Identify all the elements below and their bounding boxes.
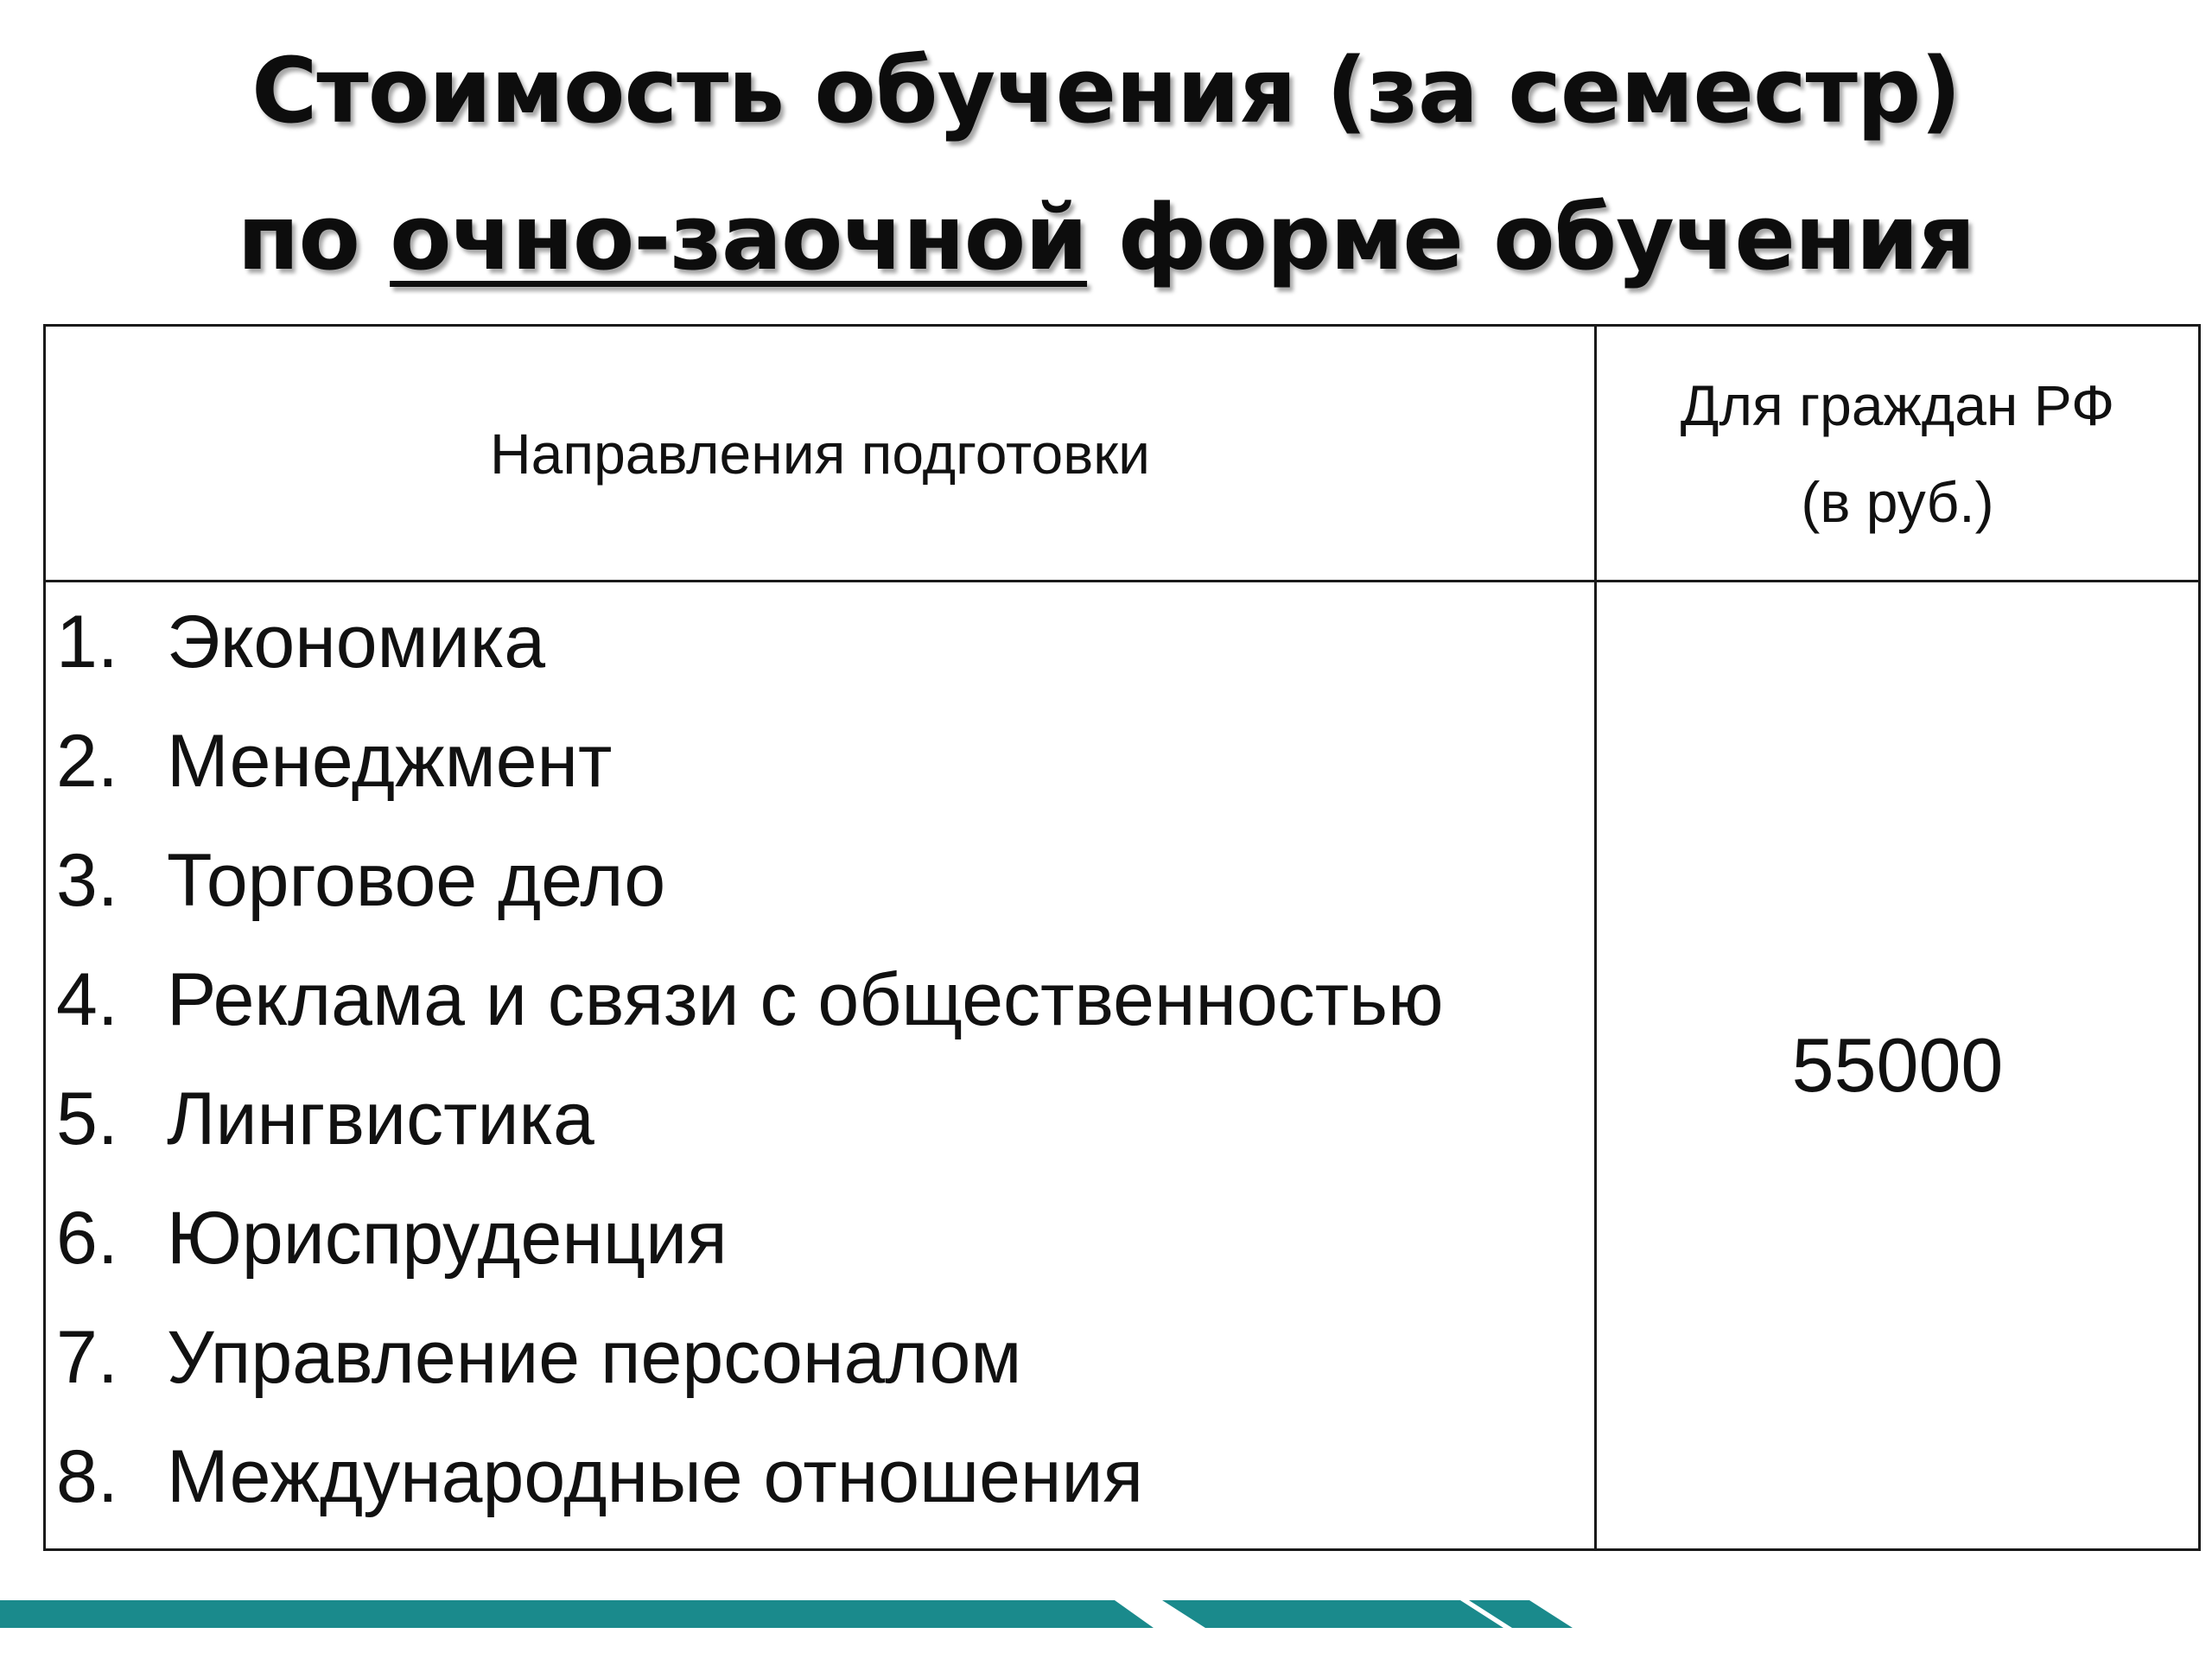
list-item-number: 5. bbox=[56, 1077, 118, 1160]
slide-title bbox=[0, 17, 2212, 311]
list-item-label: Юриспруденция bbox=[167, 1196, 728, 1280]
price-cell: 55000 bbox=[1596, 582, 2200, 1550]
list-item-label: Реклама и связи с общественностью bbox=[167, 957, 1444, 1041]
list-item bbox=[46, 702, 1594, 821]
footer-stripes bbox=[0, 1590, 2212, 1633]
list-item-label: Экономика bbox=[167, 600, 546, 683]
list-item-number: 2. bbox=[56, 719, 118, 803]
title-line-2 bbox=[0, 164, 2212, 311]
list-item bbox=[46, 582, 1594, 702]
list-item-number: 6. bbox=[56, 1196, 118, 1280]
header-price-line-2: (в руб.) bbox=[1801, 469, 1994, 534]
footer-stripe-long bbox=[0, 1600, 1154, 1628]
table-body-row bbox=[45, 582, 2200, 1550]
footer-stripe-mid bbox=[1162, 1600, 1503, 1628]
directions-list bbox=[46, 582, 1594, 1536]
table-header-row bbox=[45, 326, 2200, 582]
list-item bbox=[46, 821, 1594, 940]
title-line-1: Стоимость обучения (за семестр) bbox=[251, 38, 1961, 143]
list-item bbox=[46, 1417, 1594, 1536]
list-item-label: Управление персоналом bbox=[167, 1315, 1022, 1399]
list-item-number: 1. bbox=[56, 600, 118, 683]
header-directions: Направления подготовки bbox=[45, 326, 1596, 582]
list-item bbox=[46, 1298, 1594, 1417]
list-item bbox=[46, 940, 1594, 1059]
title-emphasis: очно-заочной bbox=[390, 185, 1088, 290]
header-price bbox=[1596, 326, 2200, 582]
list-item-label: Лингвистика bbox=[167, 1077, 594, 1160]
list-item-label: Торговое дело bbox=[167, 838, 666, 922]
list-item-number: 4. bbox=[56, 957, 118, 1041]
list-item-label: Международные отношения bbox=[167, 1434, 1144, 1518]
list-item-number: 7. bbox=[56, 1315, 118, 1399]
list-item bbox=[46, 1059, 1594, 1179]
directions-cell bbox=[45, 582, 1596, 1550]
list-item-label: Менеджмент bbox=[167, 719, 613, 803]
list-item bbox=[46, 1179, 1594, 1298]
header-price-line-1: Для граждан РФ bbox=[1680, 372, 2115, 437]
title-line-2-prefix: по bbox=[237, 185, 391, 290]
list-item-number: 8. bbox=[56, 1434, 118, 1518]
list-item-number: 3. bbox=[56, 838, 118, 922]
tuition-table bbox=[43, 324, 2201, 1551]
title-line-2-suffix: форме обучения bbox=[1087, 185, 1975, 290]
